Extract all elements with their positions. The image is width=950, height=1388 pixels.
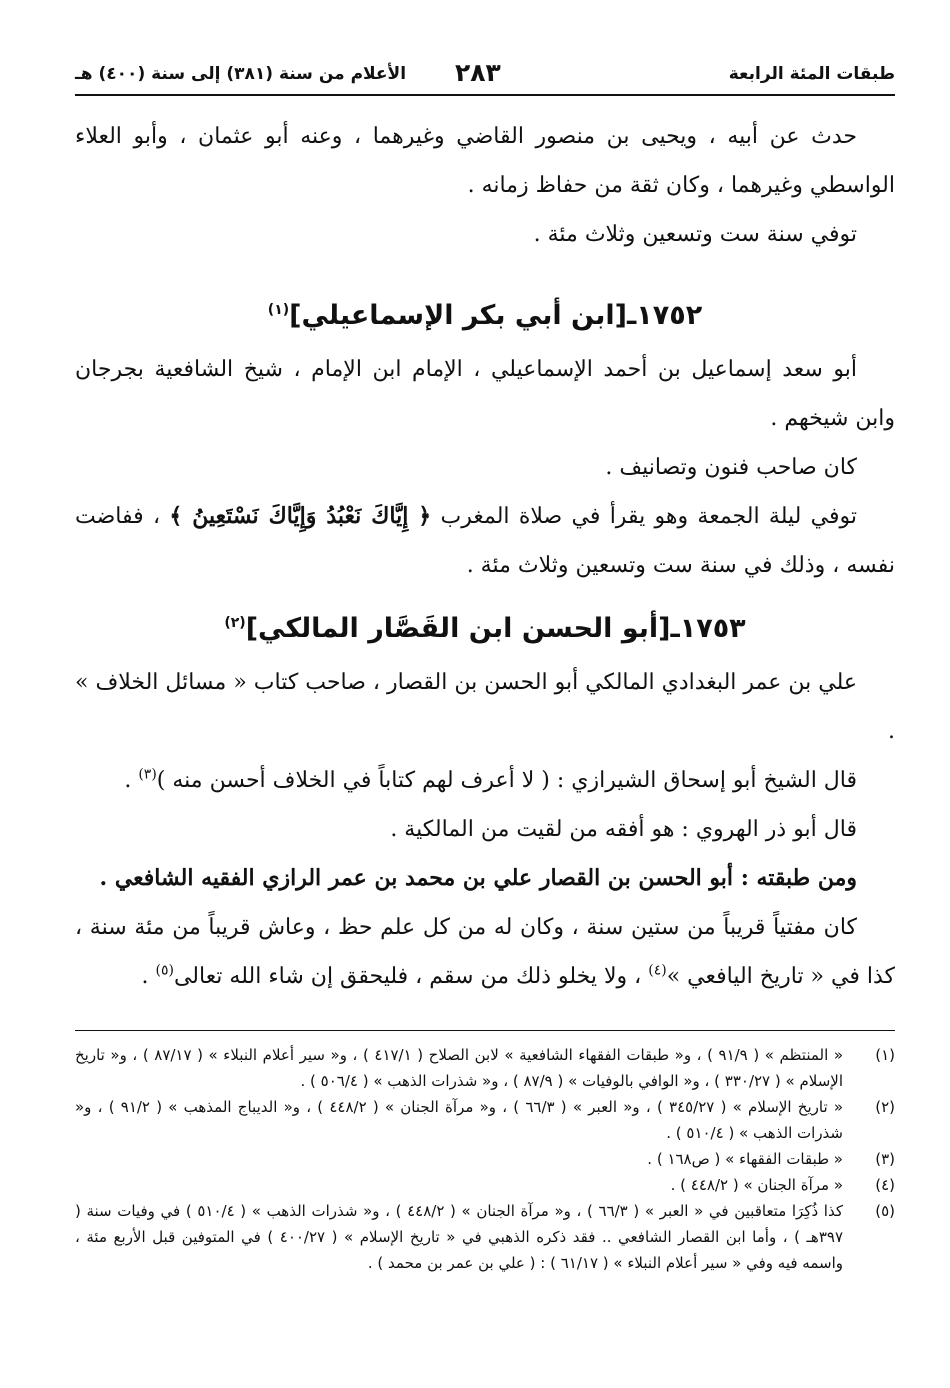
page-number: ٢٨٣ bbox=[455, 58, 501, 87]
footnote-text: « المنتظم » ( ٩١/٩ ) ، و« طبقات الفقهاء الشافعية » لابن الصلاح ( ٤١٧/١ ) ، و« سير أعلام النبلاء » ( ٨٧/١٧ ) ، و« تاريخ الإسلام » ( ٣٣٠/٢٧ ) ، و« الوافي بالوفيات » ( ٨٧/٩ ) ، و« شذرات الذهب » ( ٥٠٦/٤ ) . bbox=[75, 1046, 844, 1090]
intro-paragraph-2: توفي سنة ست وتسعين وثلاث مئة . bbox=[533, 222, 857, 247]
footnote-number: (٤) bbox=[875, 1176, 895, 1194]
footnote-item bbox=[75, 1198, 895, 1276]
footnote-item bbox=[75, 1172, 895, 1198]
p2-text: قال الشيخ أبو إسحاق الشيرازي : ( لا أعرف لهم كتاباً في الخلاف أحسن منه ) bbox=[156, 768, 857, 793]
footnote-item bbox=[75, 1094, 895, 1146]
footnote-number: (٥) bbox=[875, 1202, 895, 1220]
entry-1752-paragraph-1: أبو سعد إسماعيل بن أحمد الإسماعيلي ، الإمام ابن الإمام ، شيخ الشافعية بجرجان وابن شيخهم . bbox=[75, 357, 895, 431]
main-text bbox=[75, 112, 895, 1001]
footnote-ref-5[interactable]: (٥) bbox=[155, 962, 174, 979]
p5-b: ، ولا يخلو ذلك من سقم ، فليحقق إن شاء الله تعالى bbox=[173, 964, 642, 989]
p5-a: كان مفتياً قريباً من ستين سنة ، وكان له من كل علم حظ ، وعاش قريباً من مئة سنة ، كذا في « تاريخ اليافعي » bbox=[75, 915, 895, 989]
p2-end: . bbox=[124, 768, 139, 793]
p5-end: . bbox=[141, 964, 156, 989]
entry-1753-paragraph-3: قال أبو ذر الهروي : هو أفقه من لقيت من المالكية . bbox=[390, 817, 857, 842]
running-header bbox=[75, 58, 895, 96]
footnotes bbox=[75, 1042, 895, 1276]
entry-1753-title bbox=[75, 600, 895, 658]
intro-paragraph-1: حدث عن أبيه ، ويحيى بن منصور القاضي وغيرهما ، وعنه أبو عثمان ، وأبو العلاء الواسطي وغيرهما ، وكان ثقة من حفاظ زمانه . bbox=[75, 124, 895, 198]
footnote-ref-1[interactable]: (١) bbox=[267, 302, 290, 318]
entry-1752-paragraph-2: كان صاحب فنون وتصانيف . bbox=[605, 455, 857, 480]
footnote-text: « طبقات الفقهاء » ( ص١٦٨ ) . bbox=[647, 1150, 843, 1168]
footnote-number: (٣) bbox=[875, 1150, 895, 1168]
p3-after: ، ففاضت نفسه ، وذلك في سنة ست وتسعين وثلاث مئة . bbox=[75, 504, 895, 578]
footnote-text: « مرآة الجنان » ( ٤٤٨/٢ ) . bbox=[670, 1176, 843, 1194]
footnote-item bbox=[75, 1042, 895, 1094]
footnote-separator bbox=[75, 1030, 895, 1031]
p3-before: توفي ليلة الجمعة وهو يقرأ في صلاة المغرب bbox=[440, 504, 857, 529]
footnote-ref-4[interactable]: (٤) bbox=[648, 962, 667, 979]
entry-1753-paragraph-4: ومن طبقته : أبو الحسن بن القصار علي بن محمد بن عمر الرازي الفقيه الشافعي . bbox=[99, 865, 857, 891]
quran-verse: ﴿ إِيَّاكَ نَعْبُدُ وَإِيَّاكَ نَسْتَعِينُ ﴾ bbox=[169, 503, 432, 529]
footnote-text: كذا ذُكِرَا متعاقبين في « العبر » ( ٦٦/٣ ) ، و« مرآة الجنان » ( ٤٤٨/٢ ) ، و« شذرات الذهب » ( ٥١٠/٤ ) في وفيات سنة ( ٣٩٧هـ ) ، وأما ابن القصار الشافعي .. فقد ذكره الذهبي في « تاريخ الإسلام » ( ٤٠٠/٢٧ ) في المتوفين قبل الأربع مئة ، واسمه فيه وفي « سير أعلام النبلاء » ( ٦١/١٧ ) : ( علي بن عمر بن محمد ) . bbox=[75, 1202, 843, 1272]
footnote-item bbox=[75, 1146, 895, 1172]
footnote-number: (٢) bbox=[875, 1098, 895, 1116]
entry-1753-title-text: ١٧٥٣ـ[أبو الحسن ابن القَصَّار المالكي] bbox=[245, 613, 746, 644]
footnote-text: « تاريخ الإسلام » ( ٣٤٥/٢٧ ) ، و« العبر » ( ٦٦/٣ ) ، و« مرآة الجنان » ( ٤٤٨/٢ ) ، و« الديباج المذهب » ( ٩١/٢ ) ، و« شذرات الذهب » ( ٥١٠/٤ ) . bbox=[75, 1098, 844, 1142]
entry-1753-paragraph-1: علي بن عمر البغدادي المالكي أبو الحسن بن القصار ، صاحب كتاب « مسائل الخلاف » . bbox=[75, 670, 895, 744]
header-book-section: طبقات المئة الرابعة bbox=[728, 64, 895, 84]
entry-1753-paragraph-2 bbox=[75, 756, 895, 805]
entry-1752-title-text: ١٧٥٢ـ[ابن أبي بكر الإسماعيلي] bbox=[289, 300, 703, 331]
footnote-ref-2[interactable]: (٢) bbox=[224, 615, 246, 631]
header-range: الأعلام من سنة (٣٨١) إلى سنة (٤٠٠) هـ bbox=[75, 64, 407, 84]
entry-1753-paragraph-5 bbox=[75, 903, 895, 1001]
entry-1752-paragraph-3 bbox=[75, 492, 895, 590]
entry-1752-title bbox=[75, 287, 895, 345]
footnote-number: (١) bbox=[875, 1046, 895, 1064]
footnote-ref-3[interactable]: (٣) bbox=[138, 766, 157, 783]
